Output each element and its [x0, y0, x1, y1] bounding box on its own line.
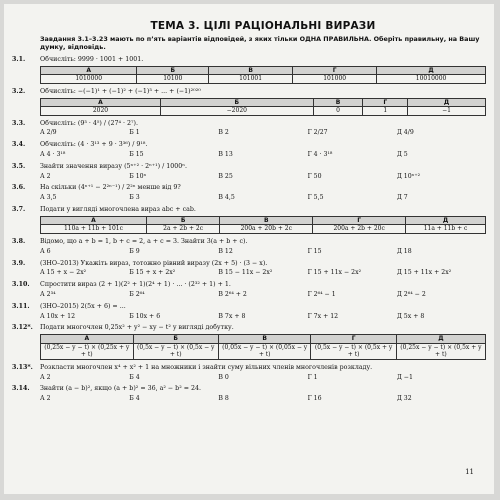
answer-row — [40, 151, 486, 159]
answer-option: (0,5x − y − t) × (0,5x + y + t) — [311, 343, 396, 359]
problem-question: Подати у вигляді многочлена вираз abc + cab. — [40, 206, 196, 214]
answer-option: Г 15 — [307, 247, 322, 255]
problem — [12, 87, 486, 116]
answer-option: Д 5 — [396, 151, 408, 159]
problem-number: 3.2. — [12, 87, 26, 95]
problem-question: Обчисліть: −(−1)¹ + (−1)² + (−1)³ + ... + (−1)²⁰²⁰ — [40, 87, 201, 95]
problem-number: 3.8. — [12, 237, 26, 245]
problem-number: 3.14. — [12, 385, 30, 393]
answer-option: Г 15 + 11x − 2x² — [307, 269, 362, 277]
answer-option: (0,05x − y − t) × (0,05x − y + t) — [218, 343, 311, 359]
answer-row — [40, 395, 486, 403]
answer-letter: А — [41, 216, 147, 225]
answer-option: 1010000 — [41, 75, 137, 84]
problem-question: Спростити вираз (2 + 1)(2² + 1)(2⁴ + 1) · ... · (2³² + 1) + 1. — [40, 281, 231, 289]
answer-option: Г 1 — [307, 373, 318, 381]
problem — [12, 281, 486, 299]
problem-number: 3.12*. — [12, 324, 33, 332]
answer-option: 10010000 — [377, 75, 486, 84]
problem — [12, 363, 486, 382]
problem — [12, 259, 486, 278]
problem-question: Обчисліть: 9999 · 1001 + 1001. — [40, 55, 144, 63]
answer-option: Б 3 — [129, 194, 140, 202]
problem-number: 3.1. — [12, 55, 26, 63]
answer-letter: В — [220, 216, 313, 225]
answer-option: 200a + 20b + 2c — [220, 225, 313, 234]
problem — [12, 324, 486, 359]
answer-option: А 10x + 12 — [40, 312, 76, 320]
answer-option: Б 15 — [129, 151, 144, 159]
problem-number: 3.10. — [12, 281, 30, 289]
answer-option: Д 32 — [396, 395, 412, 403]
answer-letter: Г — [313, 216, 406, 225]
problem — [12, 141, 486, 159]
answer-option: В 13 — [218, 151, 233, 159]
answer-option: Б 1 — [129, 129, 140, 137]
answer-option: В 2⁶⁴ + 2 — [218, 291, 247, 298]
answer-option: Б 2⁶⁴ — [129, 291, 145, 298]
page-number: 11 — [465, 468, 474, 476]
answer-row — [40, 374, 486, 382]
answer-option: 1 — [363, 107, 408, 116]
answer-option: Б 10x + 6 — [129, 312, 161, 320]
answer-letter: Г — [311, 335, 396, 344]
answer-option: 110a + 11b + 101c — [41, 225, 147, 234]
answer-option: А 15 + x − 2x² — [40, 269, 87, 277]
answer-letter: Г — [293, 66, 377, 75]
problem-number: 3.7. — [12, 206, 26, 214]
answer-letter: В — [209, 66, 293, 75]
answer-letter: Б — [160, 98, 313, 107]
answer-option: А 6 — [40, 247, 51, 255]
problem — [12, 237, 486, 256]
answer-option: А 4 · 3¹⁸ — [40, 151, 66, 159]
answer-option: А 2 — [40, 395, 51, 403]
problem-question: На скільки (4ⁿ⁺¹ − 2²ⁿ⁻¹) / 2²ⁿ менше від 9? — [40, 184, 181, 192]
answer-row — [40, 173, 486, 181]
answer-table — [40, 98, 486, 116]
answer-option: Д 18 — [396, 247, 412, 255]
problem-question: Відомо, що a + b = 1, b + c = 2, a + c = 3. Знайти 3(a + b + c). — [40, 237, 248, 245]
problem-question: Подати многочлен 0,25x² + y² − xy − t² у вигляді добутку. — [40, 324, 234, 332]
answer-option: Г 16 — [307, 395, 322, 403]
answer-letter: Б — [133, 335, 218, 344]
answer-option: В 0 — [218, 373, 229, 381]
answer-letter: Д — [377, 66, 486, 75]
answer-option: 2a + 2b + 2c — [146, 225, 219, 234]
answer-letter: Д — [408, 98, 486, 107]
instructions: Завдання 3.1–3.23 мають по п’ять варіантів відповідей, з яких тільки ОДНА ПРАВИЛЬНА. Оберіть правильну, на Вашу думку, відповідь. — [40, 35, 480, 52]
workbook-page — [4, 4, 494, 494]
problem-number: 3.4. — [12, 141, 26, 149]
answer-option: 200a + 2b + 20c — [313, 225, 406, 234]
answer-option: Г 2⁶⁴ − 1 — [307, 291, 336, 298]
answer-option: В 25 — [218, 172, 233, 180]
problem — [12, 162, 486, 181]
answer-option: (0,25x − y − t) × (0,5x + y + t) — [396, 343, 485, 359]
answer-letter: Б — [146, 216, 219, 225]
answer-option: Б 15 + x + 2x² — [129, 269, 176, 277]
answer-option: 10100 — [137, 75, 209, 84]
answer-option: Б 10ⁿ — [129, 172, 147, 180]
answer-row — [40, 269, 486, 277]
answer-row — [40, 194, 486, 202]
answer-row — [40, 291, 486, 299]
problem-number: 3.3. — [12, 119, 26, 127]
answer-option: Г 5,5 — [307, 194, 324, 202]
problem-question: Знайти (a − b)², якщо (a + b)² = 36, a² − b² = 24. — [40, 385, 202, 393]
answer-option: −2020 — [160, 107, 313, 116]
answer-letter: А — [41, 66, 137, 75]
problem-question: (ЗНО–2015) 2(5x + 6) = ... — [40, 302, 126, 310]
answer-option: (0,25x − y − t) × (0,25x + y + t) — [41, 343, 134, 359]
answer-option: Б 4 — [129, 373, 140, 381]
answer-option: В 7x + 8 — [218, 312, 246, 320]
answer-table — [40, 216, 486, 234]
problem — [12, 302, 486, 321]
problem — [12, 206, 486, 234]
answer-table — [40, 66, 486, 84]
problem-question: Обчисліть: (4 · 3¹³ + 9 · 3³⁶) / 9¹⁸. — [40, 141, 148, 149]
problem-question: (ЗНО–2013) Укажіть вираз, тотожно рівний виразу (2x + 5) · (3 − x). — [40, 259, 268, 267]
problem-number: 3.5. — [12, 162, 26, 170]
answer-letter: В — [218, 335, 311, 344]
problem — [12, 119, 486, 138]
answer-option: Г 50 — [307, 172, 322, 180]
answer-option: А 2 — [40, 172, 51, 180]
answer-letter: Б — [137, 66, 209, 75]
answer-option: 0 — [313, 107, 363, 116]
answer-letter: Д — [396, 335, 485, 344]
problem-number: 3.13*. — [12, 363, 33, 371]
answer-option: −1 — [408, 107, 486, 116]
answer-option: В 2 — [218, 129, 229, 137]
problem-number: 3.11. — [12, 302, 30, 310]
answer-row — [40, 129, 486, 137]
answer-option: Д −1 — [396, 373, 413, 381]
answer-option: В 4,5 — [218, 194, 235, 202]
answer-option: 101001 — [209, 75, 293, 84]
problem — [12, 385, 486, 403]
answer-option: Д 2⁶⁴ − 2 — [396, 291, 426, 298]
problem-number: 3.9. — [12, 259, 26, 267]
answer-option: 11a + 11b + c — [406, 225, 486, 234]
answer-option: Б 4 — [129, 395, 140, 403]
answer-option: Д 7 — [396, 194, 408, 202]
problem-question: Знайти значення виразу (5ⁿ⁺² · 2ⁿ⁺¹) / 1000ⁿ. — [40, 162, 188, 170]
answer-letter: Д — [406, 216, 486, 225]
answer-option: Д 15 + 11x + 2x² — [396, 269, 452, 277]
answer-option: Г 7x + 12 — [307, 312, 339, 320]
answer-option: (0,5x − y − t) × (0,5x − y + t) — [133, 343, 218, 359]
answer-letter: А — [41, 335, 134, 344]
answer-option: Б 9 — [129, 247, 140, 255]
problem — [12, 55, 486, 84]
problem-list — [12, 55, 486, 403]
answer-letter: А — [41, 98, 161, 107]
answer-row — [40, 313, 486, 321]
answer-option: 101000 — [293, 75, 377, 84]
answer-option: В 12 — [218, 247, 233, 255]
answer-letter: Г — [363, 98, 408, 107]
answer-table — [40, 334, 486, 360]
answer-option: В 8 — [218, 395, 229, 403]
answer-option: А 2³⁴ — [40, 291, 56, 298]
answer-option: 2020 — [41, 107, 161, 116]
problem — [12, 184, 486, 202]
answer-letter: В — [313, 98, 363, 107]
problem-question: Обчисліть: (9³ · 4⁵) / (27⁴ · 2⁷). — [40, 119, 138, 127]
answer-option: В 15 − 11x − 2x² — [218, 269, 273, 277]
answer-option: Д 10ⁿ⁺² — [396, 172, 421, 180]
answer-option: Д 5x + 8 — [396, 312, 425, 320]
page-title: ТЕМА 3. ЦІЛІ РАЦІОНАЛЬНІ ВИРАЗИ — [150, 20, 376, 32]
answer-row — [40, 248, 486, 256]
answer-option: А 2/9 — [40, 129, 57, 137]
answer-option: Г 4 · 3¹⁸ — [307, 151, 333, 159]
answer-option: Д 4/9 — [396, 129, 414, 137]
problem-number: 3.6. — [12, 184, 26, 192]
answer-option: А 2 — [40, 373, 51, 381]
answer-option: А 3,5 — [40, 194, 57, 202]
problem-question: Розкласти многочлен x⁴ + x² + 1 на множники і знайти суму вільних членів многочленів розкладу. — [40, 363, 373, 371]
answer-option: Г 2/27 — [307, 129, 328, 137]
